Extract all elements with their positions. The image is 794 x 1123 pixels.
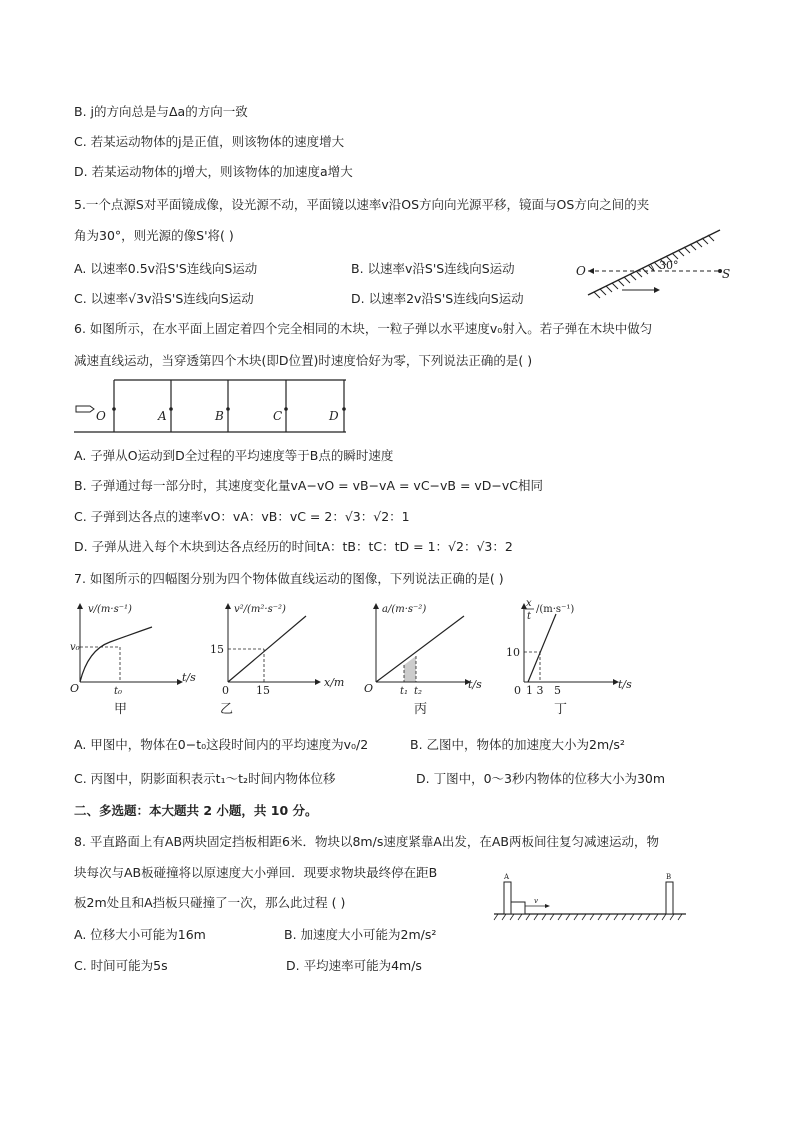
xlabel: x/m xyxy=(324,676,345,689)
option-q8-b: B. 加速度大小可能为2m/s² xyxy=(284,927,437,942)
ylabel-den: t xyxy=(527,611,532,622)
label-angle: 30° xyxy=(659,259,679,272)
option-q6-b: B. 子弹通过每一部分时，其速度变化量vA−vO = vB−vA = vC−vB = vD−vC相同 xyxy=(74,478,544,493)
caption-ding: 丁 xyxy=(554,702,568,717)
question-7-stem: 7. 如图所示的四幅图分别为四个物体做直线运动的图像，下列说法正确的是( ) xyxy=(74,571,504,586)
origin: O xyxy=(364,682,374,695)
origin: 0 xyxy=(514,684,521,697)
point-A: A xyxy=(158,409,167,423)
option-q7-a: A. 甲图中，物体在0−t₀这段时间内的平均速度为v₀/2 xyxy=(74,737,369,752)
graph-yi xyxy=(210,600,358,720)
option-q5-c: C. 以速率√3v沿S'S连线向S运动 xyxy=(74,291,254,306)
point-O: O xyxy=(96,409,106,423)
origin: 0 xyxy=(222,684,229,697)
option-q7-c: C. 丙图中，阴影面积表示t₁～t₂时间内物体位移 xyxy=(74,771,336,786)
xtick-15: 15 xyxy=(256,684,270,697)
ytick-15: 15 xyxy=(210,643,224,656)
ylabel: v²/(m²·s⁻²) xyxy=(234,604,286,615)
option-q5-d: D. 以速率2v沿S'S连线向S运动 xyxy=(351,291,524,306)
xticks: 1 3 5 xyxy=(526,684,561,697)
graph-jia xyxy=(70,600,210,720)
option-q6-c: C. 子弹到达各点的速率vO：vA：vB：vC = 2：√3：√2：1 xyxy=(74,509,410,524)
label-S: S xyxy=(722,267,731,281)
ylabel-num: x xyxy=(526,598,532,609)
option-q5-a: A. 以速率0.5v沿S'S连线向S运动 xyxy=(74,261,258,276)
caption-yi: 乙 xyxy=(220,702,234,717)
figure-q6-blocks xyxy=(74,376,354,436)
option-q4-b: B. j的方向总是与Δa的方向一致 xyxy=(74,104,248,119)
section-2-heading: 二、多选题：本大题共 2 小题，共 10 分。 xyxy=(74,803,318,818)
question-6-stem: 6. 如图所示，在水平面上固定着四个完全相同的木块，一粒子弹以水平速度v₀射入。若子弹在木块中做匀 xyxy=(74,321,653,336)
question-8-stem-cont2: 板2m处且和A挡板只碰撞了一次，那么此过程 ( ) xyxy=(74,895,346,910)
xtick-t1: t₁ xyxy=(400,686,409,697)
graph-bing xyxy=(364,600,508,720)
ylabel: v/(m·s⁻¹) xyxy=(88,604,132,615)
option-q6-a: A. 子弹从O运动到D全过程的平均速度等于B点的瞬时速度 xyxy=(74,448,394,463)
question-8-stem-cont: 块每次与AB板碰撞将以原速度大小弹回．现要求物块最终停在距B xyxy=(74,865,438,880)
xlabel: t/s xyxy=(468,678,482,691)
label-O: O xyxy=(576,264,586,278)
xlabel: t/s xyxy=(618,678,632,691)
option-q5-b: B. 以速率v沿S'S连线向S运动 xyxy=(351,261,515,276)
xlabel: t/s xyxy=(182,671,196,684)
option-q7-b: B. 乙图中，物体的加速度大小为2m/s² xyxy=(410,737,625,752)
option-q8-c: C. 时间可能为5s xyxy=(74,958,168,973)
origin: O xyxy=(70,682,80,695)
xtick-t2: t₂ xyxy=(414,686,423,697)
figure-q8-plates xyxy=(490,870,690,926)
label-v: v xyxy=(534,897,538,905)
ytick-v0: v₀ xyxy=(70,642,80,653)
xtick-t0: t₀ xyxy=(114,686,123,697)
label-A: A xyxy=(504,873,510,881)
option-q7-d: D. 丁图中，0～3秒内物体的位移大小为30m xyxy=(416,771,666,786)
graph-ding xyxy=(506,598,650,720)
option-q6-d: D. 子弹从进入每个木块到达各点经历的时间tA：tB：tC：tD = 1：√2：√3：2 xyxy=(74,539,513,554)
question-5-stem: 5.一个点源S对平面镜成像，设光源不动，平面镜以速率v沿OS方向向光源平移，镜面与OS方向之间的夹 xyxy=(74,197,650,212)
caption-bing: 丙 xyxy=(414,702,428,717)
label-B: B xyxy=(666,873,672,881)
point-B: B xyxy=(215,409,224,423)
option-q8-a: A. 位移大小可能为16m xyxy=(74,927,206,942)
figure-q5-mirror xyxy=(570,222,740,302)
question-5-stem-cont: 角为30°，则光源的像S'将( ) xyxy=(74,228,234,243)
question-8-stem: 8. 平直路面上有AB两块固定挡板相距6米．物块以8m/s速度紧靠A出发，在AB两板间往复匀减速运动，物 xyxy=(74,834,660,849)
ytick-10: 10 xyxy=(506,646,520,659)
option-q8-d: D. 平均速率可能为4m/s xyxy=(286,958,422,973)
option-q4-d: D. 若某运动物体的j增大，则该物体的加速度a增大 xyxy=(74,164,353,179)
point-D: D xyxy=(329,409,339,423)
question-6-stem-cont: 减速直线运动，当穿透第四个木块(即D位置)时速度恰好为零，下列说法正确的是( ) xyxy=(74,353,533,368)
point-C: C xyxy=(273,409,283,423)
ylabel: a/(m·s⁻²) xyxy=(382,604,427,615)
ylabel-unit: /(m·s⁻¹) xyxy=(536,604,575,615)
caption-jia: 甲 xyxy=(114,702,128,717)
option-q4-c: C. 若某运动物体的j是正值，则该物体的速度增大 xyxy=(74,134,345,149)
